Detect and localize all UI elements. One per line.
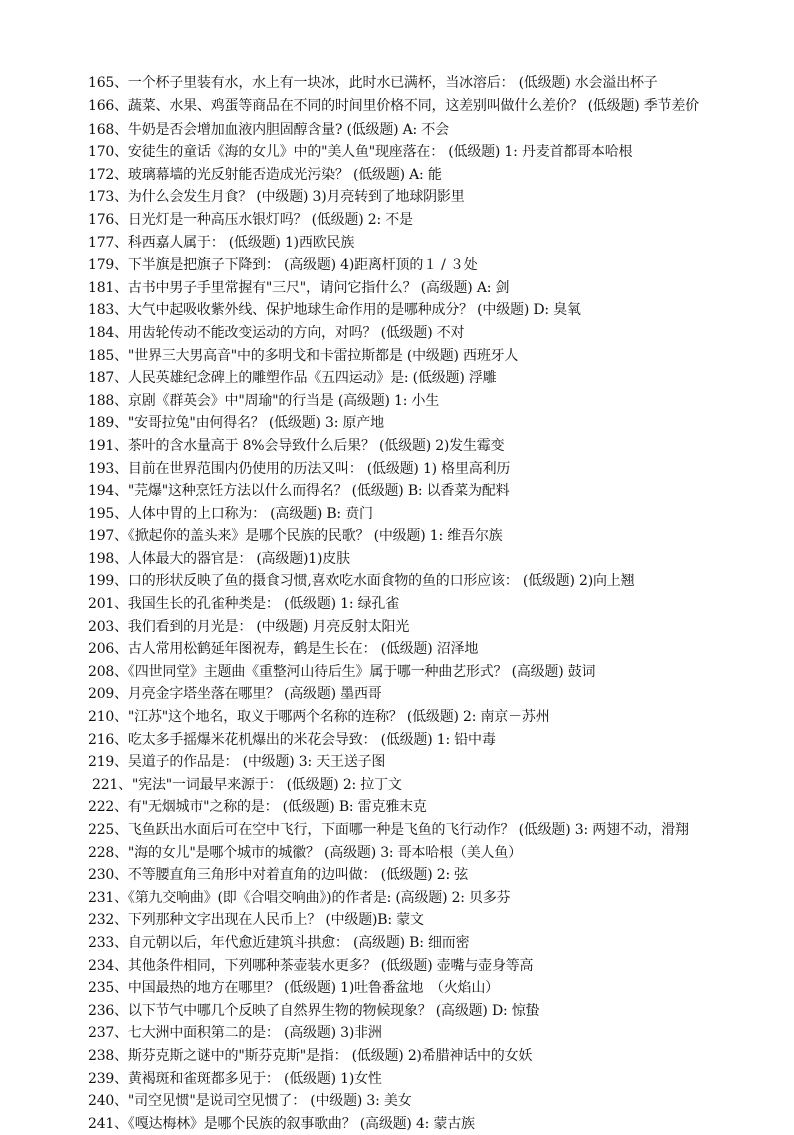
list-item: 234、其他条件相同，下列哪种茶壶装水更多？ (低级题) 壶嘴与壶身等高 [88,957,534,974]
list-item: 206、古人常用松鹤延年图祝寿，鹤是生长在： (低级题) 沼泽地 [88,641,479,658]
list-item: 208、《四世同堂》主题曲《重整河山待后生》属于哪一种曲艺形式？ (高级题) 鼓词 [88,663,596,680]
list-item: 228、"海的女儿"是哪个城市的城徽？ (高级题) 3: 哥本哈根（美人鱼） [88,844,522,861]
list-item: 198、人体最大的器官是： (高级题)1)皮肤 [88,550,350,567]
list-item: 230、不等腰直角三角形中对着直角的边叫做： (低级题) 2: 弦 [88,867,469,884]
list-item: 195、人体中胃的上口称为： (高级题) B: 贲门 [88,505,373,522]
list-item: 170、安徒生的童话《海的女儿》中的"美人鱼"现座落在： (低级题) 1: 丹麦首都哥本哈根 [88,144,633,161]
list-item: 181、古书中男子手里常握有"三尺"，请问它指什么？ (高级题) A: 剑 [88,279,510,296]
list-item: 209、月亮金字塔坐落在哪里？ (高级题) 墨西哥 [88,686,382,703]
list-item: 193、目前在世界范围内仍使用的历法又叫： (低级题) 1) 格里高利历 [88,460,511,477]
list-item: 166、蔬菜、水果、鸡蛋等商品在不同的时间里价格不同，这差别叫做什么差价？ (低级题) 季节差价 [88,97,699,114]
list-item: 225、飞鱼跃出水面后可在空中飞行，下面哪一种是飞鱼的飞行动作？ (低级题) 3: 两翅不动，滑翔 [88,822,689,838]
list-item: 236、以下节气中哪几个反映了自然界生物的物候现象？ (高级题) D: 惊蛰 [88,1002,540,1019]
list-item: 241、《嘎达梅林》是哪个民族的叙事歌曲？ (高级题) 4: 蒙古族 [88,1115,475,1132]
list-item: 176、日光灯是一种高压水银灯吗？ (低级题) 2: 不是 [88,211,413,228]
list-item: 173、为什么会发生月食？ (中级题) 3)月亮转到了地球阴影里 [88,189,465,206]
list-item: 203、我们看到的月光是： (中级题) 月亮反射太阳光 [88,618,410,635]
qa-list [60,72,780,1135]
list-item: 199、口的形状反映了鱼的摄食习惯,喜欢吃水面食物的鱼的口形应该： (低级题) 2)向上翘 [88,573,635,590]
list-item: 191、茶叶的含水量高于 8%会导致什么后果？ (低级题) 2)发生霉变 [88,437,505,454]
list-item: 240、"司空见惯"是说司空见惯了： (中级题) 3: 美女 [88,1093,412,1110]
list-item: 237、七大洲中面积第二的是： (高级题) 3)非洲 [88,1025,382,1042]
list-item: 216、吃太多手摇爆米花机爆出的米花会导致： (低级题) 1: 铅中毒 [88,731,496,748]
list-item: 194、"芫爆"这种烹饪方法以什么而得名？ (低级题) B: 以香菜为配料 [88,483,510,500]
list-item: 179、下半旗是把旗子下降到： (高级题) 4)距离杆顶的１ / ３处 [88,257,478,274]
list-item: 201、我国生长的孔雀种类是： (低级题) 1: 绿孔雀 [88,596,400,613]
list-item: 188、京剧《群英会》中"周瑜"的行当是 (高级题) 1: 小生 [88,392,440,409]
list-item: 239、黄褐斑和雀斑都多见于： (低级题) 1)女性 [88,1070,382,1087]
list-item: 221、"宪法"一词最早来源于： (低级题) 2: 拉丁文 [92,776,402,793]
list-item: 231、《第九交响曲》(即《合唱交响曲》)的作者是: (高级题) 2: 贝多芬 [88,889,511,906]
list-item: 222、有"无烟城市"之称的是： (低级题) B: 雷克雅末克 [88,799,427,816]
list-item: 168、牛奶是否会增加血液内胆固醇含量? (低级题) A: 不会 [88,121,449,138]
list-item: 183、大气中起吸收紫外线、保护地球生命作用的是哪种成分？ (中级题) D: 臭氧 [88,302,581,319]
list-item: 172、玻璃幕墙的光反射能否造成光污染？ (低级题) A: 能 [88,166,442,183]
list-item: 189、"安哥拉兔"由何得名？ (低级题) 3: 原产地 [88,415,384,432]
list-item: 187、人民英雄纪念碑上的雕塑作品《五四运动》是: (低级题) 浮雕 [88,370,497,387]
list-item: 232、下列那种文字出现在人民币上？ (中级题)B: 蒙文 [88,912,424,929]
list-item: 238、斯芬克斯之谜中的"斯芬克斯"是指： (低级题) 2)希腊神话中的女妖 [88,1047,533,1064]
list-item: 233、自元朝以后，年代愈近建筑斗拱愈： (高级题) B: 细而密 [88,934,470,951]
list-item: 219、吴道子的作品是： (中级题) 3: 天王送子图 [88,754,386,771]
list-item: 165、一个杯子里装有水，水上有一块冰，此时水已满杯，当冰溶后： (低级题) 水会溢出杯子 [88,75,658,91]
list-item: 185、"世界三大男高音"中的多明戈和卡雷拉斯都是 (中级题) 西班牙人 [88,347,519,364]
list-item: 235、中国最热的地方在哪里？ (低级题) 1)吐鲁番盆地 （火焰山） [88,980,499,997]
list-item: 177、科西嘉人属于： (低级题) 1)西欧民族 [88,234,355,251]
list-item: 210、"江苏"这个地名，取义于哪两个名称的连称？ (低级题) 2: 南京－苏州 [88,709,550,726]
list-item: 197、《掀起你的盖头来》是哪个民族的民歌？ (中级题) 1: 维吾尔族 [88,528,503,545]
list-item: 184、用齿轮传动不能改变运动的方向，对吗？ (低级题) 不对 [88,324,465,341]
